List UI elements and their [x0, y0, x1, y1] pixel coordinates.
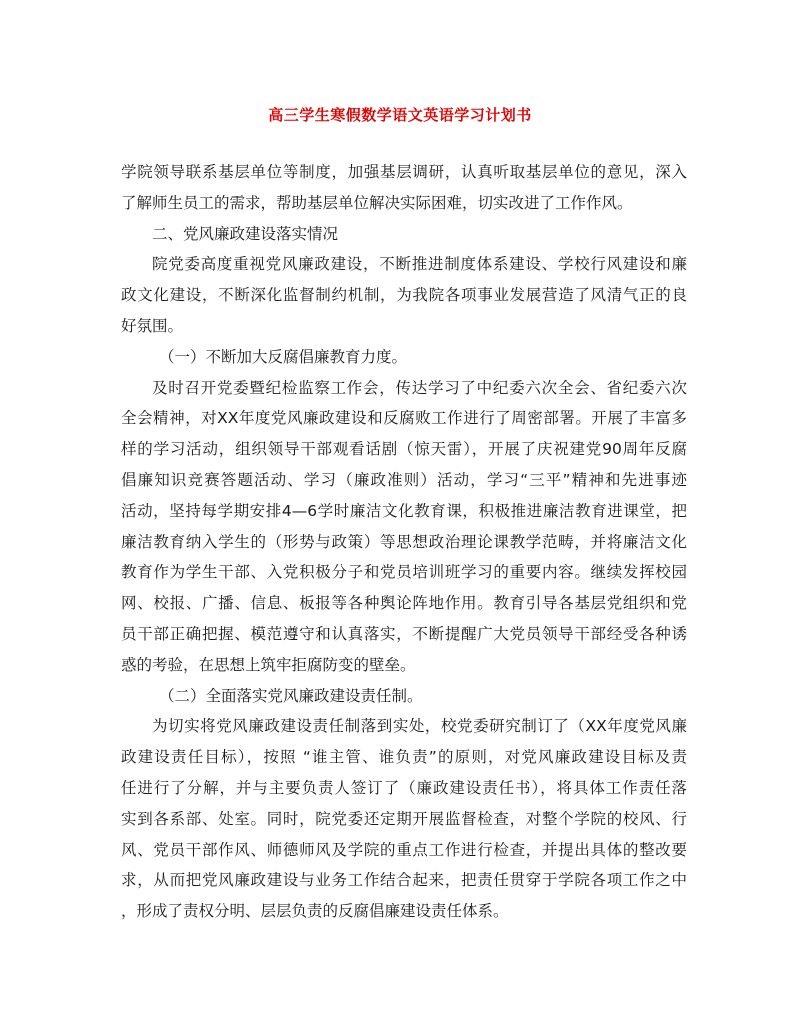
body-line: 为切实将党风廉政建设责任制落到实处，校党委研究制订了（XX年度党风廉 [152, 717, 687, 736]
body-line: 好氛围。 [121, 316, 184, 335]
body-line: 政文化建设，不断深化监督制约机制，为我院各项事业发展营造了风清气正的良 [121, 286, 687, 305]
document-body [121, 157, 687, 927]
body-line: 惑的考验，在思想上筑牢拒腐防变的壁垒。 [121, 655, 416, 674]
section-heading: 二、党风廉政建设落实情况 [152, 224, 339, 243]
body-line: 及时召开党委暨纪检监察工作会，传达学习了中纪委六次全会、省纪委六次 [152, 378, 687, 397]
body-line: 全会精神，对XX年度党风廉政建设和反腐败工作进行了周密部署。开展了丰富多 [121, 409, 687, 428]
body-line: 教育作为学生干部、入党积极分子和党员培训班学习的重要内容。继续发挥校园 [121, 563, 687, 582]
body-line: 样的学习活动，组织领导干部观看话剧（惊天雷），开展了庆祝建党90周年反腐 [121, 440, 687, 459]
body-line: 倡廉知识竞赛答题活动、学习（廉政准则）活动，学习“三平”精神和先进事迹 [121, 470, 687, 489]
body-line: 活动，坚持每学期安排4—6学时廉洁文化教育课，积极推进廉洁教育进课堂，把 [121, 501, 687, 520]
body-line: 廉洁教育纳入学生的（形势与政策）等思想政治理论课教学范畴，并将廉洁文化 [121, 532, 687, 551]
body-line: 实到各系部、处室。同时，院党委还定期开展监督检查，对整个学院的校风、行 [121, 809, 687, 828]
body-line: 学院领导联系基层单位等制度，加强基层调研，认真听取基层单位的意见，深入 [121, 163, 687, 181]
document-title: 高三学生寒假数学语文英语学习计划书 [268, 106, 532, 124]
body-line: 求，从而把党风廉政建设与业务工作结合起来，把责任贯穿于学院各项工作之中 [121, 871, 687, 890]
subsection-heading: （一）不断加大反腐倡廉教育力度。 [159, 347, 408, 366]
subsection-heading: （二）全面落实党风廉政建设责任制。 [159, 686, 423, 705]
body-line: 网、校报、广播、信息、板报等各种舆论阵地作用。教育引导各基层党组织和党 [121, 594, 687, 613]
body-line: 院党委高度重视党风廉政建设，不断推进制度体系建设、学校行风建设和廉 [152, 255, 687, 274]
body-line: 政建设责任目标），按照 “谁主管、谁负责”的原则，对党风廉政建设目标及责 [121, 748, 687, 767]
body-line: 任进行了分解，并与主要负责人签订了（廉政建设责任书），将具体工作责任落 [121, 778, 687, 797]
body-line: 了解师生员工的需求，帮助基层单位解决实际困难，切实改进了工作作风。 [121, 193, 633, 212]
body-line: 风、党员干部作风、师德师风及学院的重点工作进行检查，并提出具体的整改要 [121, 840, 687, 859]
body-line: 员干部正确把握、模范遵守和认真落实，不断提醒广大党员领导干部经受各种诱 [121, 624, 687, 643]
body-line: ，形成了责权分明、层层负责的反腐倡廉建设责任体系。 [121, 902, 509, 921]
